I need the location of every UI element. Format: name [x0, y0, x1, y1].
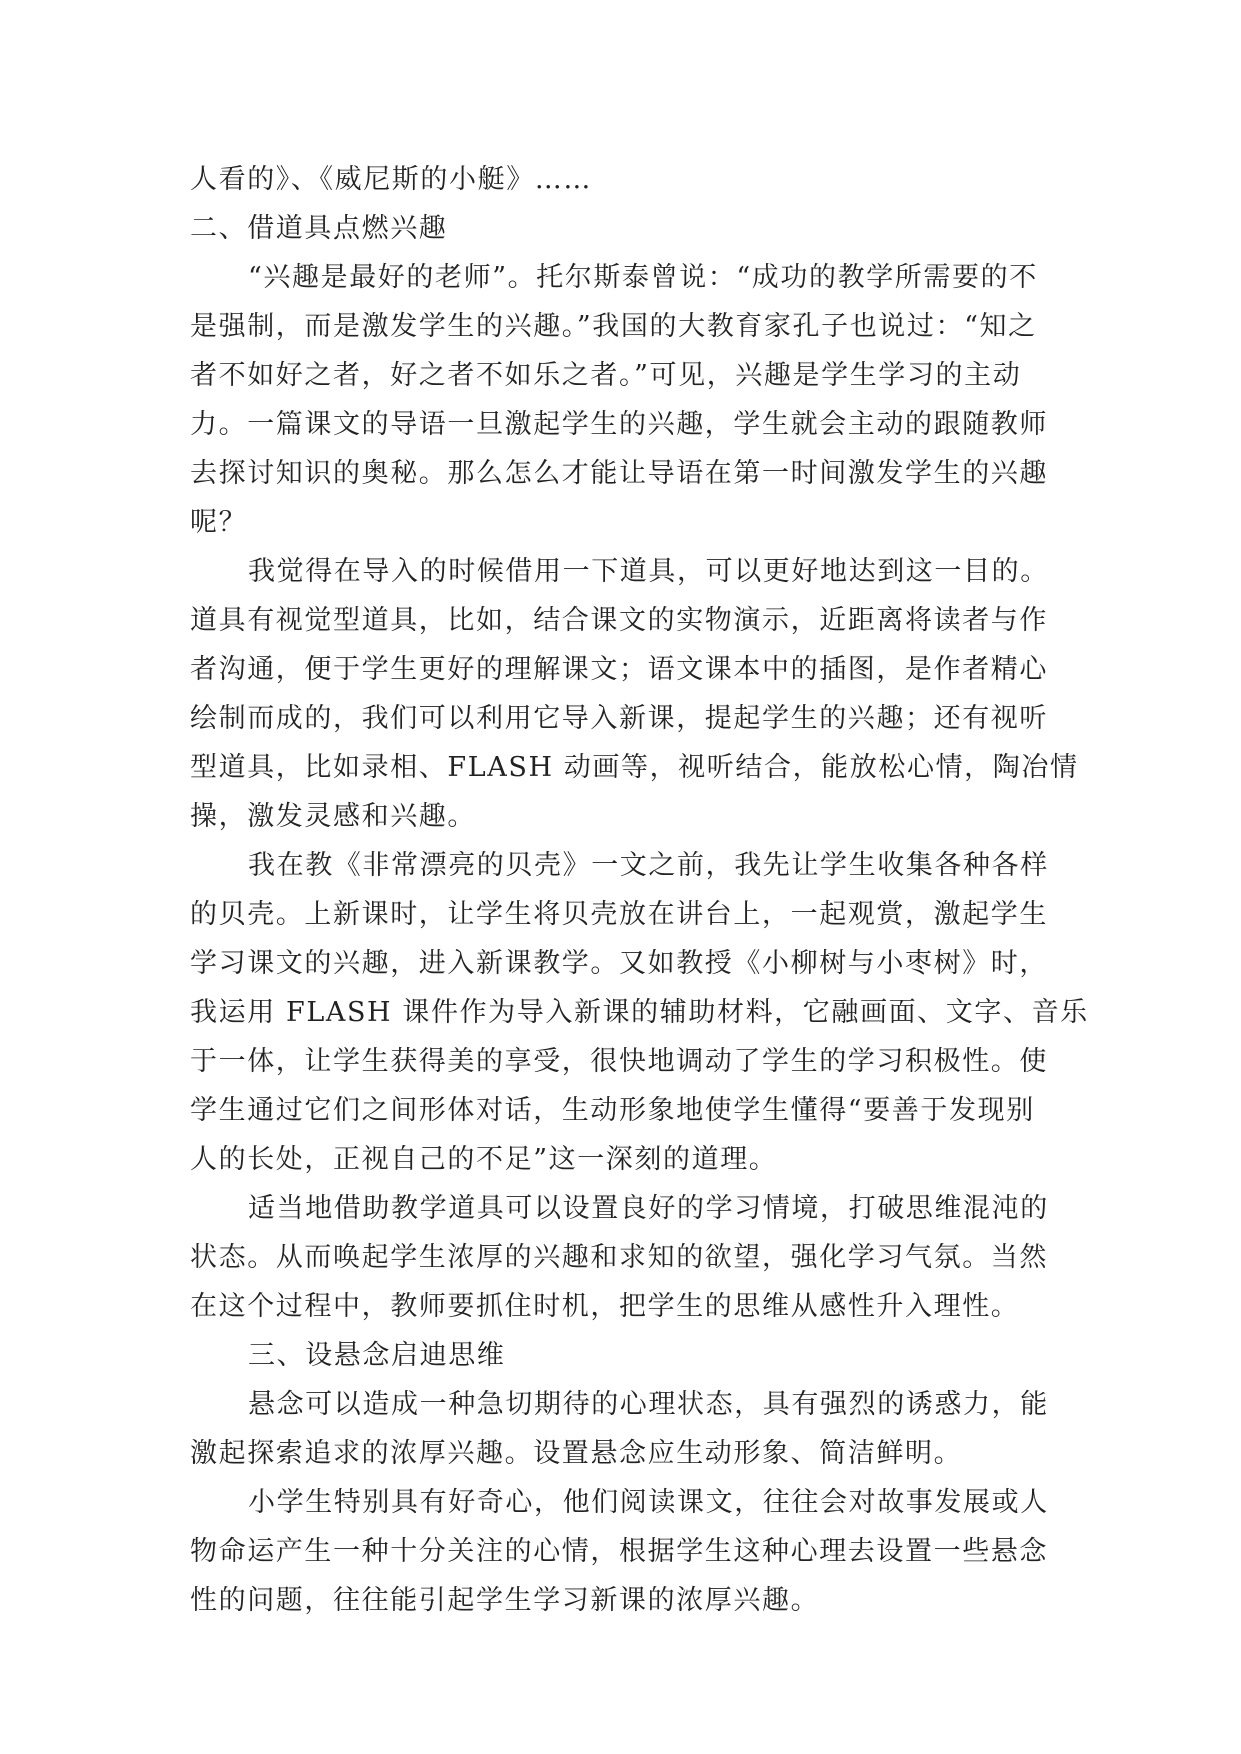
text-line: 学习课文的兴趣，进入新课教学。又如教授《小柳树与小枣树》时，	[190, 948, 1048, 979]
text-line: 性的问题，往往能引起学生学习新课的浓厚兴趣。	[190, 1585, 820, 1616]
text-line: 人的长处，正视自己的不足”这一深刻的道理。	[190, 1144, 778, 1175]
text-line: 道具有视觉型道具，比如，结合课文的实物演示，近距离将读者与作	[190, 605, 1048, 636]
text-line: 去探讨知识的奥秘。那么怎么才能让导语在第一时间激发学生的兴趣	[190, 458, 1048, 489]
text-line: 适当地借助教学道具可以设置良好的学习情境，打破思维混沌的	[248, 1193, 1049, 1224]
text-line: 的贝壳。上新课时，让学生将贝壳放在讲台上，一起观赏，激起学生	[190, 899, 1048, 930]
text-line: 物命运产生一种十分关注的心情，根据学生这种心理去设置一些悬念	[190, 1536, 1048, 1567]
text-line: 人看的》、《威尼斯的小艇》……	[190, 164, 592, 195]
text-line: 者不如好之者，好之者不如乐之者。”可见，兴趣是学生学习的主动	[190, 360, 1022, 391]
text-line: 于一体，让学生获得美的享受，很快地调动了学生的学习积极性。使	[190, 1046, 1048, 1077]
text-line: 操，激发灵感和兴趣。	[190, 801, 476, 832]
text-line: 我觉得在导入的时候借用一下道具，可以更好地达到这一目的。	[248, 556, 1049, 587]
text-line: 者沟通，便于学生更好的理解课文；语文课本中的插图，是作者精心	[190, 654, 1048, 685]
text-line: 型道具，比如录相、FLASH 动画等，视听结合，能放松心情，陶冶情	[190, 752, 1079, 783]
text-line: 在这个过程中，教师要抓住时机，把学生的思维从感性升入理性。	[190, 1291, 1020, 1322]
text-line: 悬念可以造成一种急切期待的心理状态，具有强烈的诱惑力，能	[248, 1389, 1049, 1420]
text-line: 小学生特别具有好奇心，他们阅读课文，往往会对故事发展或人	[248, 1487, 1049, 1518]
text-line: 绘制而成的，我们可以利用它导入新课，提起学生的兴趣；还有视听	[190, 703, 1048, 734]
text-line: 我运用 FLASH 课件作为导入新课的辅助材料，它融画面、文字、音乐	[190, 997, 1089, 1028]
text-line: 三、设悬念启迪思维	[248, 1340, 506, 1371]
text-line: “兴趣是最好的老师”。托尔斯泰曾说：“成功的教学所需要的不	[248, 262, 1038, 293]
text-line: 力。一篇课文的导语一旦激起学生的兴趣，学生就会主动的跟随教师	[190, 409, 1048, 440]
text-line: 二、借道具点燃兴趣	[190, 213, 448, 244]
document-body	[190, 155, 1089, 1625]
text-line: 学生通过它们之间形体对话，生动形象地使学生懂得“要善于发现别	[190, 1095, 1035, 1126]
text-line: 激起探索追求的浓厚兴趣。设置悬念应生动形象、简洁鲜明。	[190, 1438, 963, 1469]
text-line: 状态。从而唤起学生浓厚的兴趣和求知的欲望，强化学习气氛。当然	[190, 1242, 1048, 1273]
text-line: 呢？	[190, 507, 248, 538]
text-line: 我在教《非常漂亮的贝壳》一文之前，我先让学生收集各种各样	[248, 850, 1049, 881]
text-line: 是强制，而是激发学生的兴趣。”我国的大教育家孔子也说过：“知之	[190, 311, 1037, 342]
